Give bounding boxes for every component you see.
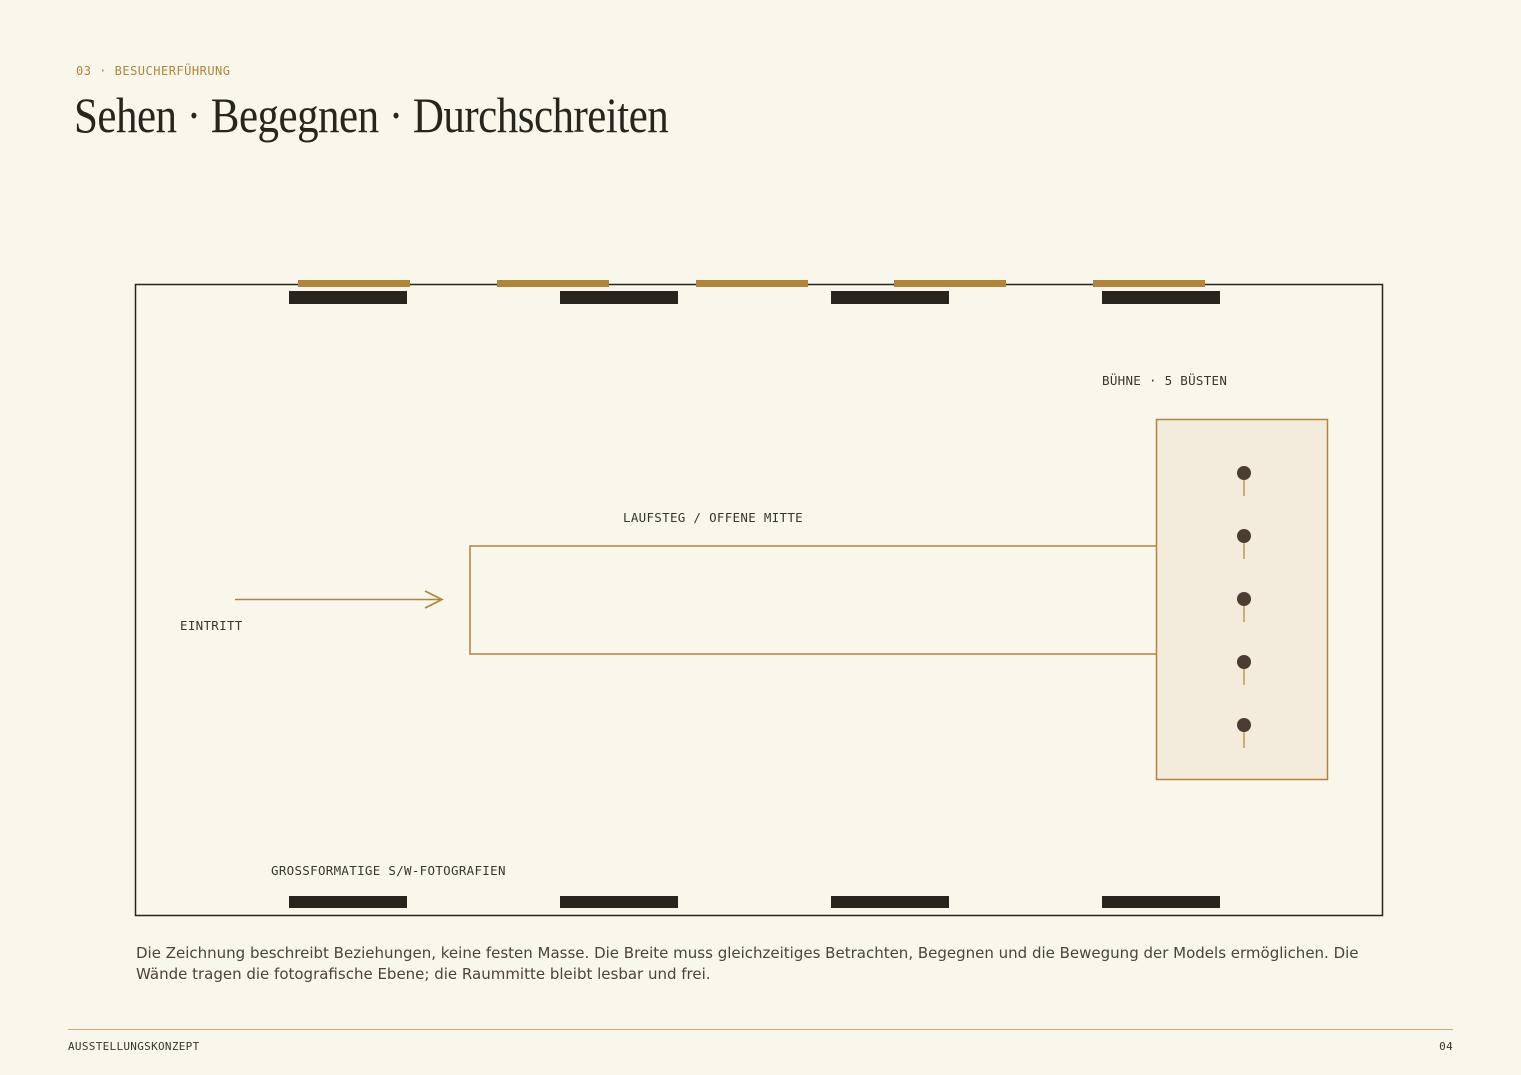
light-strip (497, 280, 609, 287)
entry-label: EINTRITT (180, 618, 243, 633)
light-strip (696, 280, 808, 287)
page-number: 04 (1439, 1040, 1453, 1053)
photo-panel-top (1102, 291, 1220, 304)
light-strip (1093, 280, 1205, 287)
photo-panel-top (560, 291, 678, 304)
entry-arrow-icon (235, 591, 442, 608)
runway (470, 546, 1158, 654)
light-strip (298, 280, 410, 287)
plan-caption: Die Zeichnung beschreibt Beziehungen, keine festen Masse. Die Breite muss gleichzeitiges Betrachten, Begegnen und die Bewegung der Models ermöglichen. Die Wände tragen die fotografische Ebene; die Raummitte bleibt lesbar und frei. (136, 944, 1359, 983)
photo-panel-bottom (560, 896, 678, 908)
light-strip (894, 280, 1006, 287)
page-title: Sehen · Begegnen · Durchschreiten (74, 87, 669, 143)
photo-panel-bottom (289, 896, 407, 908)
runway-label: LAUFSTEG / OFFENE MITTE (623, 510, 803, 525)
photo-panel-top (831, 291, 949, 304)
section-eyebrow: 03 · BESUCHERFÜHRUNG (76, 64, 231, 78)
photo-panel-bottom (1102, 896, 1220, 908)
footer-title: AUSSTELLUNGSKONZEPT (68, 1040, 200, 1053)
stage-label: BÜHNE · 5 BÜSTEN (1102, 373, 1228, 388)
footer-divider (68, 1029, 1453, 1030)
photo-panel-bottom (831, 896, 949, 908)
photo-panel-top (289, 291, 407, 304)
photos-label: GROSSFORMATIGE S/W-FOTOGRAFIEN (271, 863, 506, 878)
